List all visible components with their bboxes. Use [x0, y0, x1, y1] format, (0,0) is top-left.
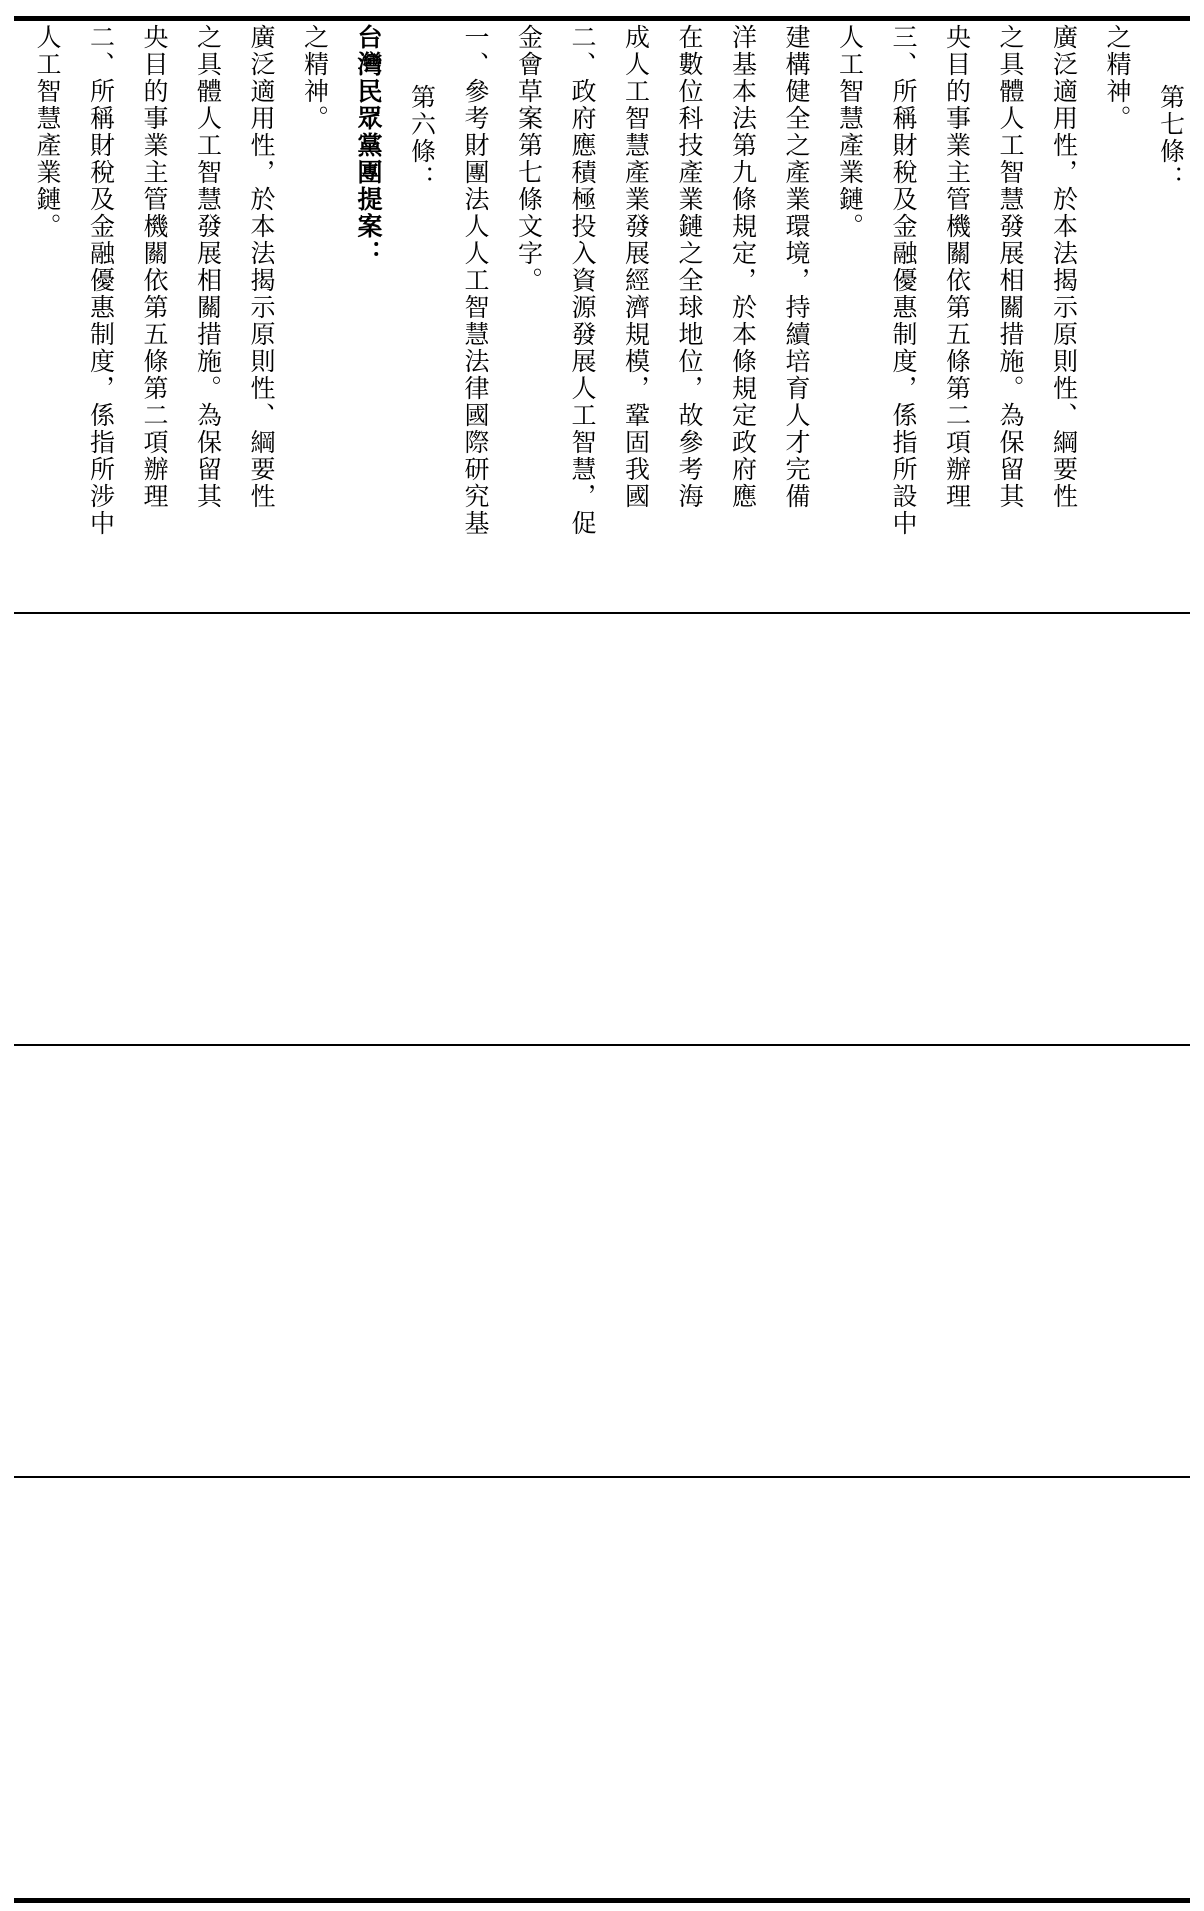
- article-heading: 第七條：: [1156, 84, 1186, 192]
- text-column: 洋基本法第九條規定，於本條規定政府應: [728, 24, 758, 510]
- text-column: 廣泛適用性，於本法揭示原則性、綱要性: [1049, 24, 1079, 510]
- text-column: 二、所稱財稅及金融優惠制度，係指所涉中: [86, 24, 116, 537]
- text-column: 廣泛適用性，於本法揭示原則性、綱要性: [247, 24, 276, 510]
- text-column: 成人工智慧產業發展經濟規模，鞏固我國: [621, 24, 651, 510]
- text-column: 人工智慧產業鏈。: [835, 24, 865, 240]
- row-divider-3: [14, 1476, 1190, 1478]
- text-column: 之精神。: [300, 24, 330, 132]
- section-heading: 台灣民眾黨團提案：: [354, 24, 383, 267]
- text-column: 人工智慧產業鏈。: [33, 24, 62, 240]
- text-column: 在數位科技產業鏈之全球地位，故參考海: [675, 24, 704, 510]
- row-divider-1: [14, 612, 1190, 614]
- text-column: 之具體人工智慧發展相關措施。為保留其: [193, 24, 223, 510]
- text-column: 一、參考財團法人人工智慧法律國際研究基: [461, 24, 490, 537]
- text-column: 建構健全之產業環境，持續培育人才完備: [782, 24, 811, 510]
- top-border: [14, 16, 1190, 21]
- text-column: 央目的事業主管機關依第五條第二項辦理: [942, 24, 972, 510]
- bottom-border: [14, 1898, 1190, 1903]
- text-cell: [16, 24, 1188, 604]
- text-column: 之精神。: [1103, 24, 1132, 132]
- text-column: 金會草案第七條文字。: [514, 24, 544, 294]
- text-column: 央目的事業主管機關依第五條第二項辦理: [140, 24, 169, 510]
- text-column: 三、所稱財稅及金融優惠制度，係指所設中: [889, 24, 918, 537]
- row-divider-2: [14, 1044, 1190, 1046]
- text-column: 二、政府應積極投入資源發展人工智慧，促: [568, 24, 597, 537]
- text-column: 之具體人工智慧發展相關措施。為保留其: [996, 24, 1025, 510]
- article-heading: 第六條：: [407, 84, 437, 192]
